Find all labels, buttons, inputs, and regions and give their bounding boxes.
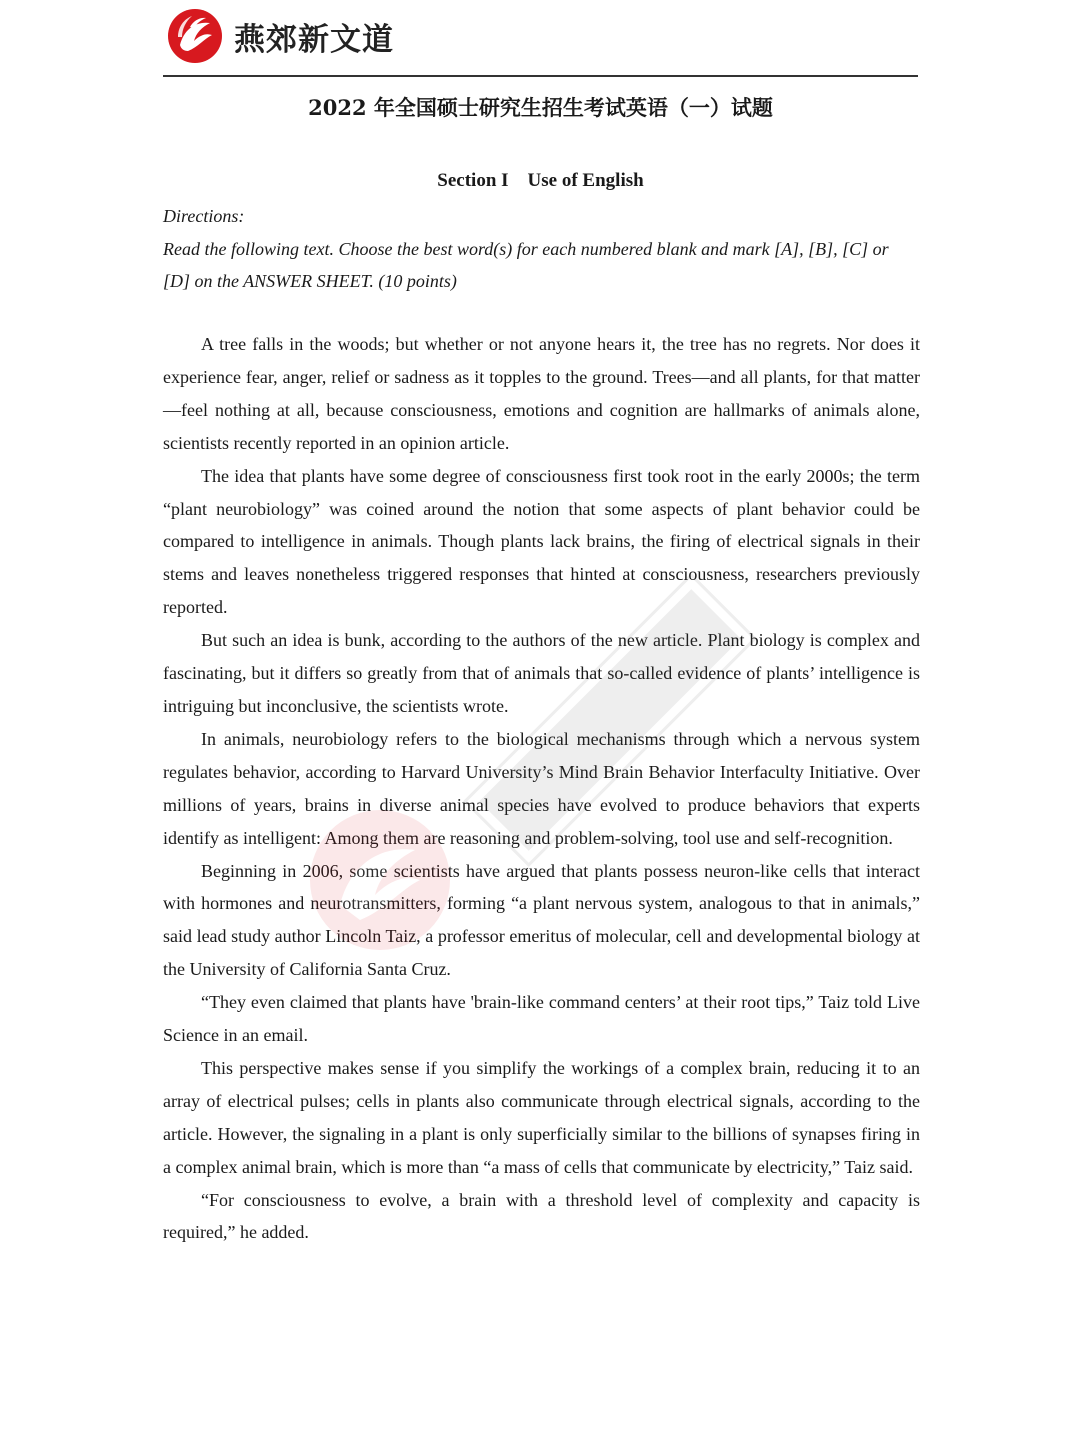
passage-paragraph: In animals, neurobiology refers to the biological mechanisms through which a nervous system regulates behavior, according to Harvard University’s Mind Brain Behavior Interfaculty Initiative. Over millions of years, brains in diverse animal species have evolved to produce behaviors that experts identify as intelligent: Among them are reasoning and problem-solving, tool use and self-recognition. bbox=[163, 728, 920, 848]
header-logo bbox=[166, 6, 394, 66]
page-title: 2022 年全国硕士研究生招生考试英语（一）试题 bbox=[308, 95, 773, 120]
directions-text: Read the following text. Choose the best word(s) for each numbered blank and mark [A], [B], [C] or [D] on the ANSWER SHEET. (10 points) bbox=[163, 238, 889, 291]
directions-block bbox=[163, 200, 919, 298]
passage-paragraph: But such an idea is bunk, according to the authors of the new article. Plant biology is complex and fascinating, but it differs so greatly from that of animals that so-called evidence of plants’ intelligence is intriguing but inconclusive, the scientists wrote. bbox=[163, 630, 920, 716]
passage-paragraph: A tree falls in the woods; but whether or not anyone hears it, the tree has no regrets. Nor does it experience fear, anger, relief or sadness as it topples to the ground. Trees—and all plants, for that matter—feel nothing at all, because consciousness, emotions and cognition are hallmarks of animals alone, scientists recently reported in an opinion article. bbox=[163, 334, 920, 453]
passage-paragraph: “They even claimed that plants have 'brain-like command centers’ at their root tips,” Taiz told Live Science in an email. bbox=[163, 992, 920, 1046]
passage-paragraph: This perspective makes sense if you simplify the workings of a complex brain, reducing it to an array of electrical pulses; cells in plants also communicate through electrical signals, according to the article. However, the signaling in a plant is only superficially similar to the billions of synapses firing in a complex animal brain, which is more than “a mass of cells that communicate by electricity,” Taiz said. bbox=[163, 1057, 920, 1177]
passage-paragraph: “For consciousness to evolve, a brain with a threshold level of complexity and capacity is required,” he added. bbox=[163, 1189, 920, 1243]
logo-text: 燕郊新文道 bbox=[234, 21, 394, 58]
header-divider bbox=[163, 75, 918, 77]
passage-paragraph: Beginning in 2006, some scientists have argued that plants possess neuron-like cells that interact with hormones and neurotransmitters, forming “a plant nervous system, analogous to that in animals,” said lead study author Lincoln Taiz, a professor emeritus of molecular, cell and developmental biology at the University of California Santa Cruz. bbox=[163, 860, 920, 980]
reading-passage bbox=[163, 328, 920, 1249]
directions-label: Directions: bbox=[163, 206, 245, 226]
section-heading: Section I Use of English bbox=[437, 170, 644, 191]
passage-paragraph: The idea that plants have some degree of consciousness first took root in the early 2000s; the term “plant neurobiology” was coined around the notion that some aspects of plant behavior could be compared to intelligence in animals. Though plants lack brains, the firing of electrical signals in their stems and leaves nonetheless triggered responses that hinted at consciousness, researchers previously reported. bbox=[163, 465, 920, 618]
phoenix-logo-icon bbox=[166, 7, 224, 65]
